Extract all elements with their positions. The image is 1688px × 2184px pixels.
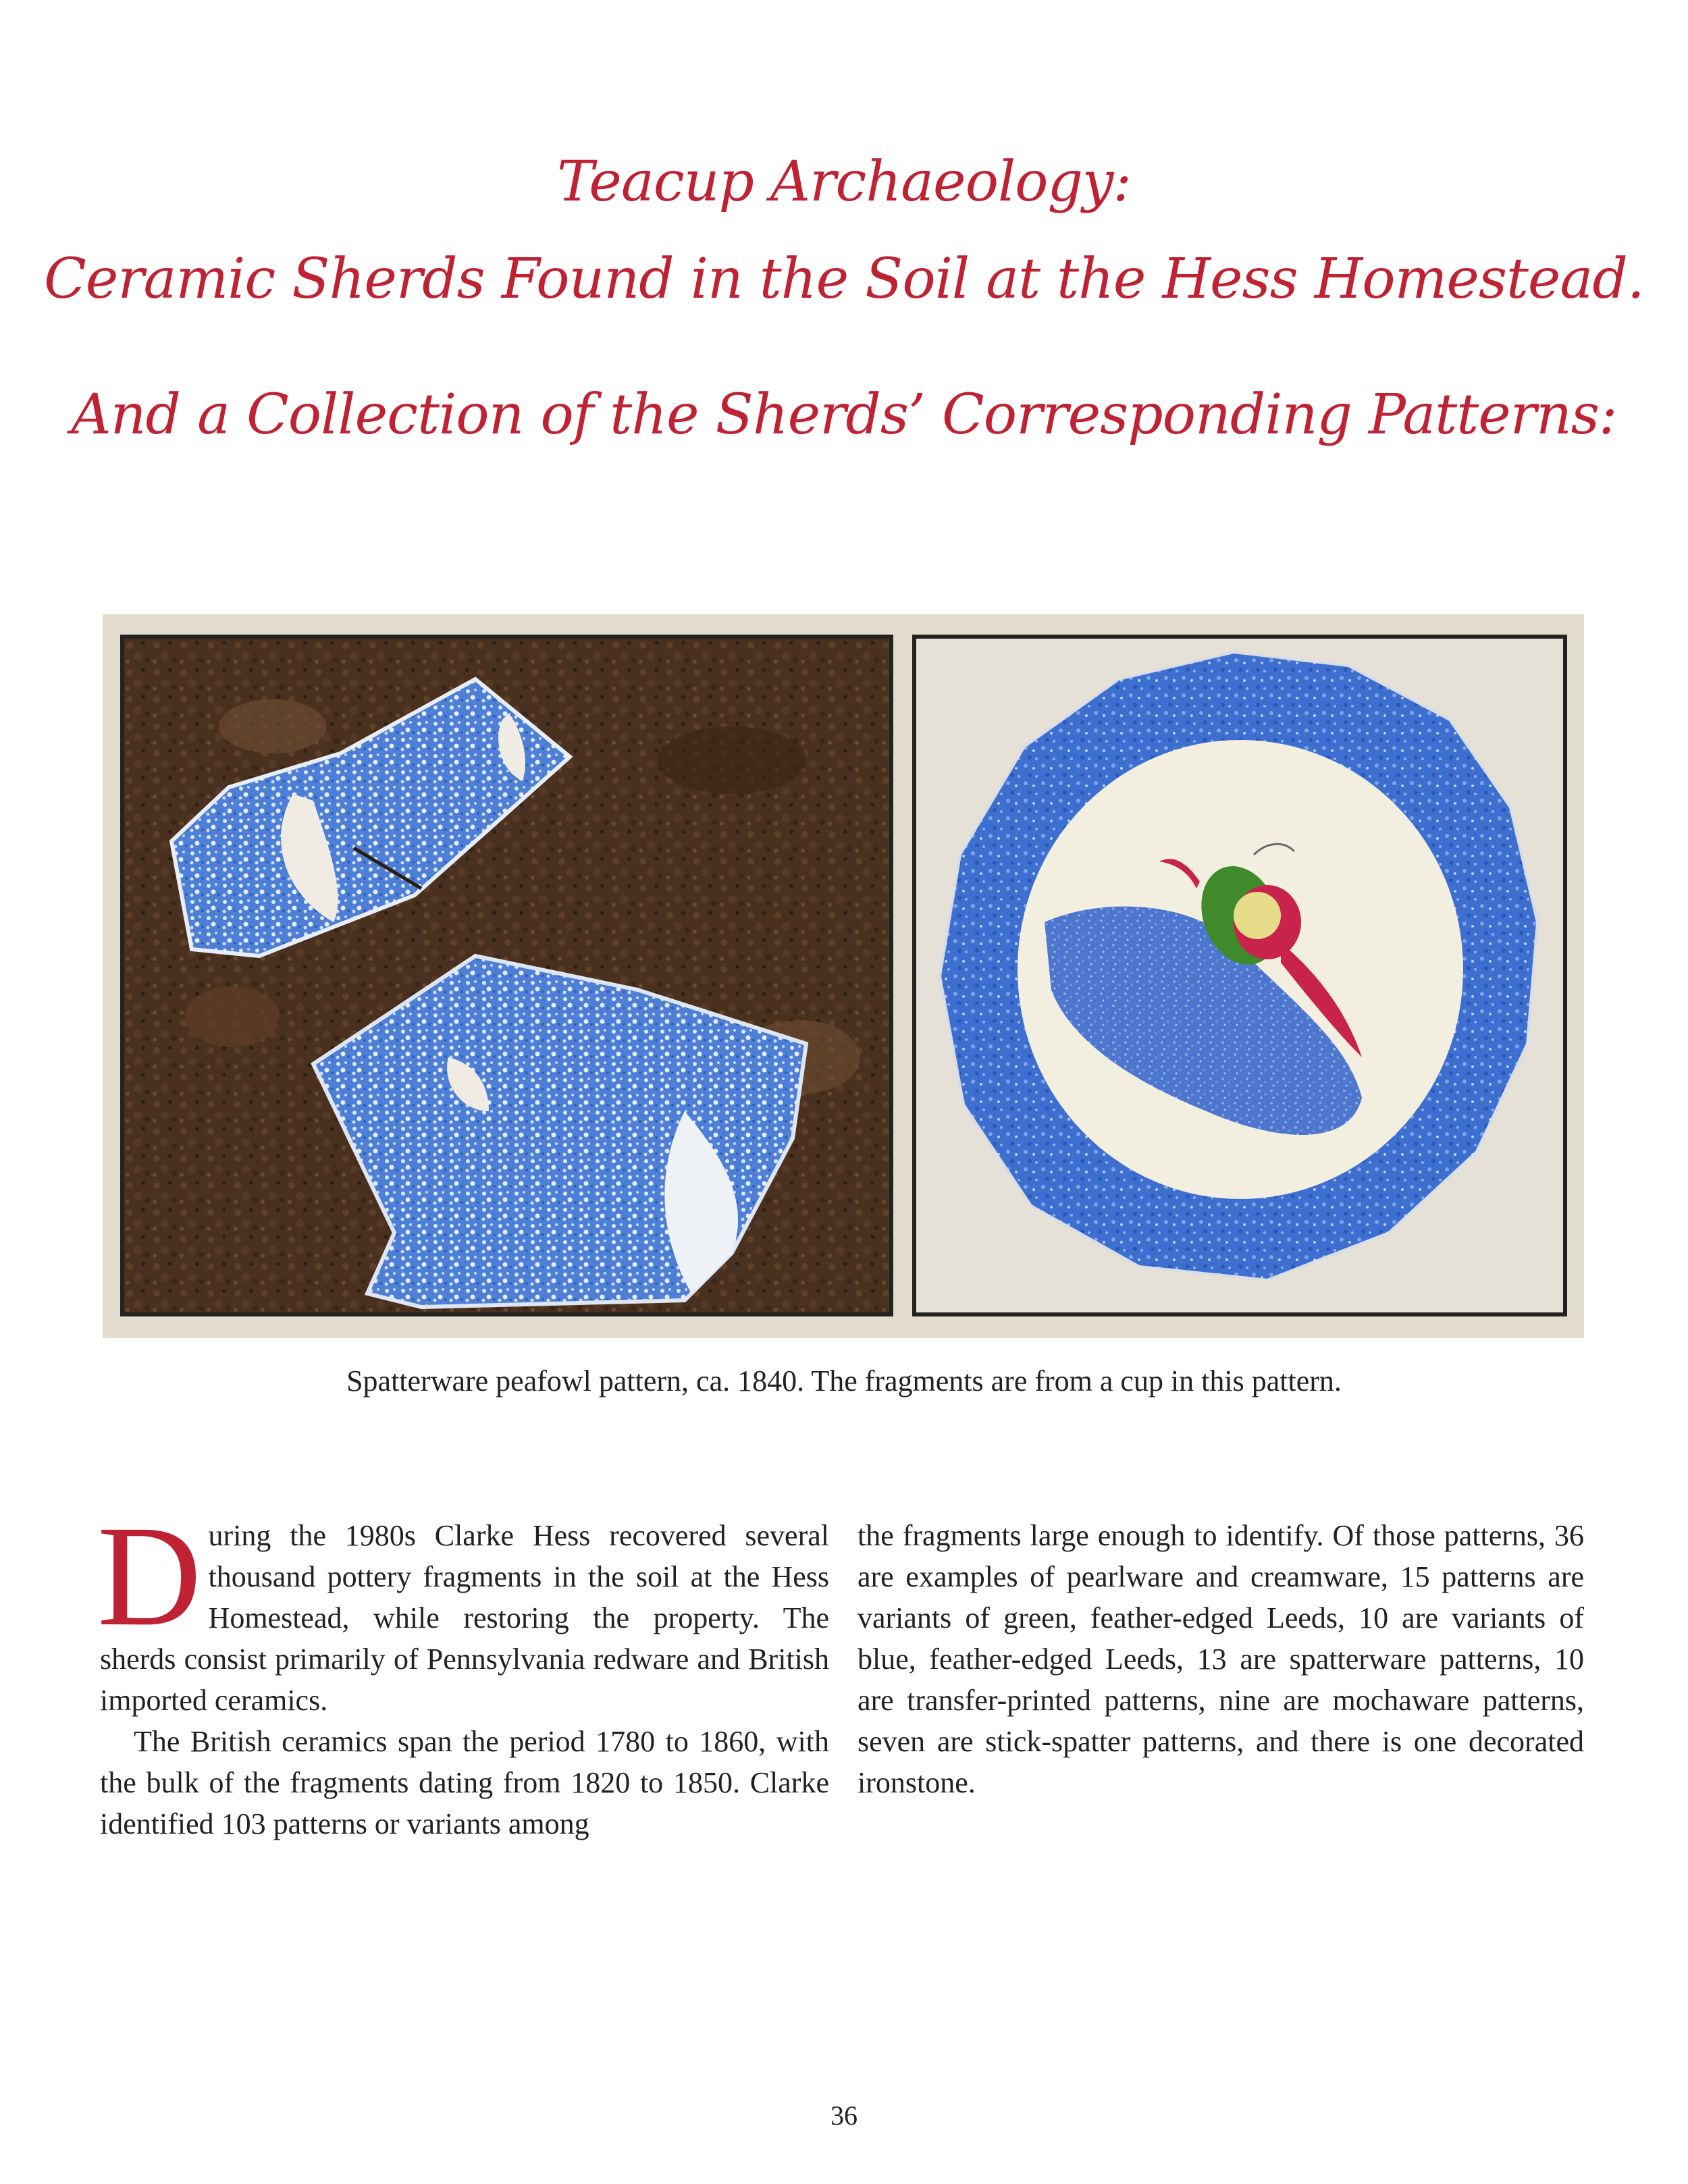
paragraph-2-continued: the fragments large enough to identify. Of those patterns, 36 are examples of pearlware and creamware, 15 patterns are variants of green, feather-edged Leeds, 10 are variants of blue, feather-edged Leeds, 13 are spatterware patterns, 10 are transfer-printed patterns, nine are mochaware patterns, seven are stick-spatter patterns, and there is one decorated ironstone. [858, 1519, 1584, 1799]
figure-caption: Spatterware peafowl pattern, ca. 1840. The fragments are from a cup in this pattern. [346, 1364, 1342, 1397]
paragraph-1 [97, 1496, 829, 1721]
page-number: 36 [830, 2100, 858, 2131]
paragraph-1-text: uring the 1980s Clarke Hess recovered several thousand pottery fragments in the soil at the Hess Homestead, while restoring the property. The sherds consist primarily of Pennsylvania redware and British imported ceramics. [100, 1519, 829, 1717]
drop-cap: D [97, 1496, 202, 1656]
figure-frame [103, 614, 1584, 1338]
sherds-in-soil-photo [120, 635, 893, 1316]
title-line-3: And a Collection of the Sherds’ Corresponding Patterns: [71, 383, 1617, 447]
text-column-right [858, 1515, 1584, 1803]
paragraph-2: The British ceramics span the period 1780 to 1860, with the bulk of the fragments dating from 1820 to 1850. Clarke identified 103 patterns or variants among [100, 1725, 829, 1840]
title-line-1: Teacup Archaeology: [556, 150, 1131, 214]
title-line-2: Ceramic Sherds Found in the Soil at the Hess Homestead. [44, 247, 1644, 311]
peafowl-plate-photo [912, 635, 1567, 1316]
text-column-left [97, 1496, 829, 1844]
